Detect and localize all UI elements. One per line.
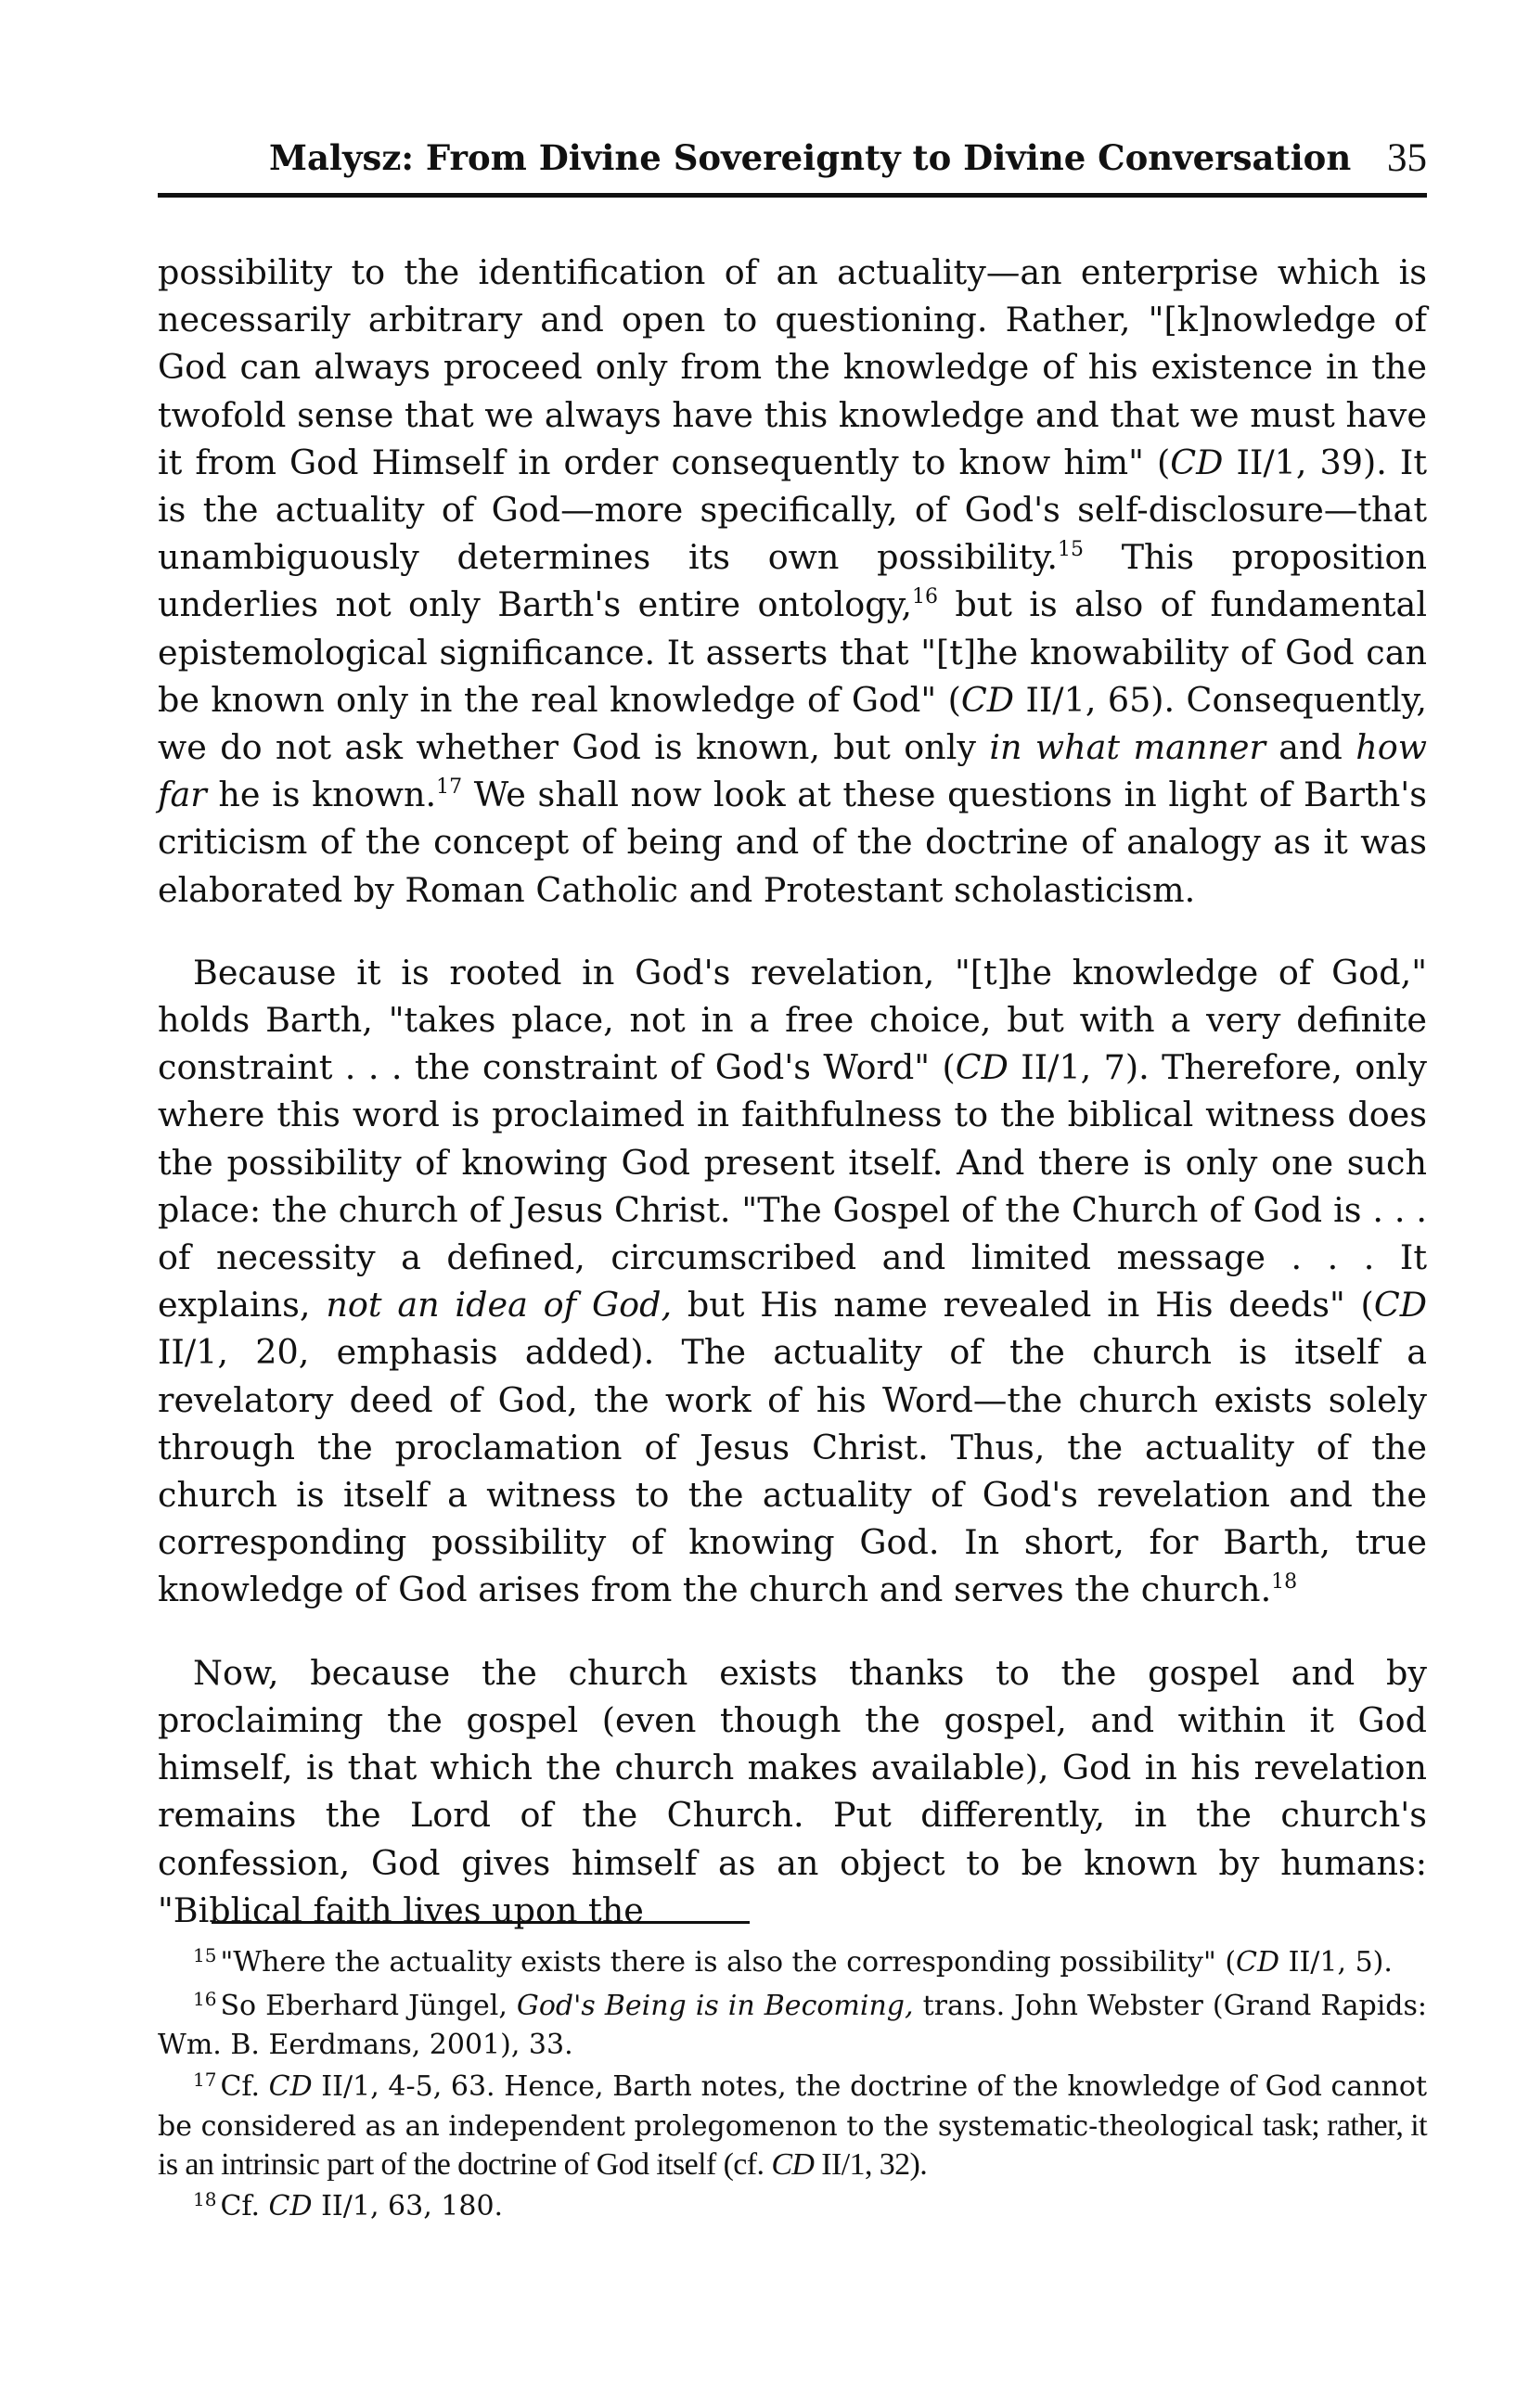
footnote-ref-16: 16	[911, 585, 938, 609]
emphasis: in what manner	[989, 727, 1266, 768]
running-head	[158, 137, 1427, 198]
footnote-number: 16	[193, 1987, 217, 2010]
emphasis: not an idea of God,	[326, 1285, 673, 1326]
text-run: II/1, 5).	[1279, 1946, 1393, 1979]
paragraph-2	[158, 949, 1427, 1614]
footnotes	[158, 1944, 1427, 2232]
text-run: We shall now look at these questions in light of Barth's criticism of the concept of being and of the doctrine of analogy as it was elaborated by Roman Catholic and Protestant scholasticism.	[158, 775, 1427, 910]
text-run: but His name revealed in His deeds" (	[672, 1285, 1374, 1326]
text-run: II/1, 7). Therefore, only where this word is proclaimed in faithfulness to the biblical witness does the possibility of knowing God present itself. And there is only one such place: the church of Jesus Christ. "The Gospel of the Church of God is . . . of necessity a defined, circumscribed and limited message . . . It explains,	[158, 1047, 1427, 1326]
footnote-16	[158, 1988, 1427, 2065]
footnote-number: 15	[193, 1944, 217, 1966]
footnote-number: 18	[193, 2188, 217, 2210]
text-run: and	[1265, 727, 1356, 768]
text-run: II/1, 65). Consequently, we do not ask whether God is known, but only	[158, 679, 1427, 768]
text-run: but is also of fundamental epistemological significance. It asserts that "[t]he knowability of God can be known only in the real knowledge of God" (	[158, 584, 1427, 720]
text-run: II/1, 20, emphasis added). The actuality of the church is itself a revelatory deed of God, the work of his Word—the church exists solely through the proclamation of Jesus Christ. Thus, the actuality of the church is itself a witness to the actuality of God's revelation and the corresponding possibility of knowing God. In short, for Barth, true knowledge of God arises from the church and serves the church.	[158, 1332, 1427, 1610]
citation-abbrev: CD	[1373, 1285, 1428, 1326]
paragraph-1	[158, 249, 1427, 914]
citation-abbrev: CD	[268, 2190, 313, 2222]
text-run: II/1, 63, 180.	[312, 2190, 504, 2222]
book-title: God's Being is in Becoming,	[516, 1989, 914, 2022]
text-run: he is known.	[206, 775, 437, 815]
text-run: So Eberhard Jüngel,	[220, 1989, 517, 2022]
footnote-ref-17: 17	[436, 775, 463, 800]
text-run: II/1, 32).	[814, 2146, 928, 2182]
citation-abbrev: CD	[771, 2146, 815, 2182]
text-run: trans. John Webster (Grand Rapids: Wm. B. Eerdmans, 2001), 33.	[158, 1989, 1427, 2061]
footnote-separator	[212, 1921, 750, 1924]
text-run: II/1, 39). It is the actuality of God—more specifically, of God's self-disclosure—that unambiguously determines its own possibility.	[158, 442, 1427, 578]
footnote-15	[158, 1944, 1427, 1984]
text-run: This proposition underlies not only Barth's entire ontology,	[158, 537, 1427, 625]
body-text	[158, 249, 1427, 1934]
citation-abbrev: CD	[1236, 1946, 1280, 1979]
footnote-17	[158, 2069, 1427, 2185]
text-run: Because it is rooted in God's revelation, "[t]he knowledge of God," holds Barth, "takes place, not in a free choice, but with a very definite constraint . . . the constraint of God's Word" (	[158, 952, 1427, 1088]
running-title: Malysz: From Divine Sovereignty to Divine Conversation	[269, 137, 1352, 178]
text-run: II/1, 4-5, 63. Hence, Barth notes, the doctrine of the knowledge of God cannot be considered as an independent prolegomenon to the systematic-theological	[158, 2069, 1427, 2143]
citation-abbrev: CD	[960, 679, 1015, 720]
text-run: Cf.	[220, 2190, 269, 2222]
citation-abbrev: CD	[268, 2069, 313, 2103]
text-run: "Where the actuality exists there is also the corresponding possibility" (	[220, 1946, 1237, 1979]
footnote-number: 17	[193, 2068, 217, 2091]
footnote-ref-18: 18	[1271, 1570, 1298, 1595]
page-number: 35	[1387, 136, 1427, 180]
text-run: possibility to the identification of an actuality—an enterprise which is necessarily arbitrary and open to questioning. Rather, "[k]nowledge of God can always proceed only from the knowledge of his existence in the twofold sense that we always have this knowledge and that we must have it from God Himself in order consequently to know him" (	[158, 252, 1427, 482]
text-run: Now, because the church exists thanks to the gospel and by proclaiming the gospel (even though the gospel, and within it God himself, is that which the church makes available), God in his revelation remains the Lord of the Church. Put differently, in the church's confession, God gives himself as an object to be known by humans: "Biblical faith lives upon the	[158, 1652, 1427, 1930]
footnote-18	[158, 2188, 1427, 2228]
paragraph-3	[158, 1649, 1427, 1934]
citation-abbrev: CD	[1170, 442, 1224, 482]
footnote-ref-15: 15	[1058, 538, 1085, 562]
text-run: Cf.	[220, 2069, 269, 2103]
emphasis: how far	[158, 727, 1427, 815]
text-run: task; rather, it is an intrinsic part of the doctrine of God itself (cf.	[158, 2108, 1427, 2182]
citation-abbrev: CD	[955, 1047, 1009, 1088]
